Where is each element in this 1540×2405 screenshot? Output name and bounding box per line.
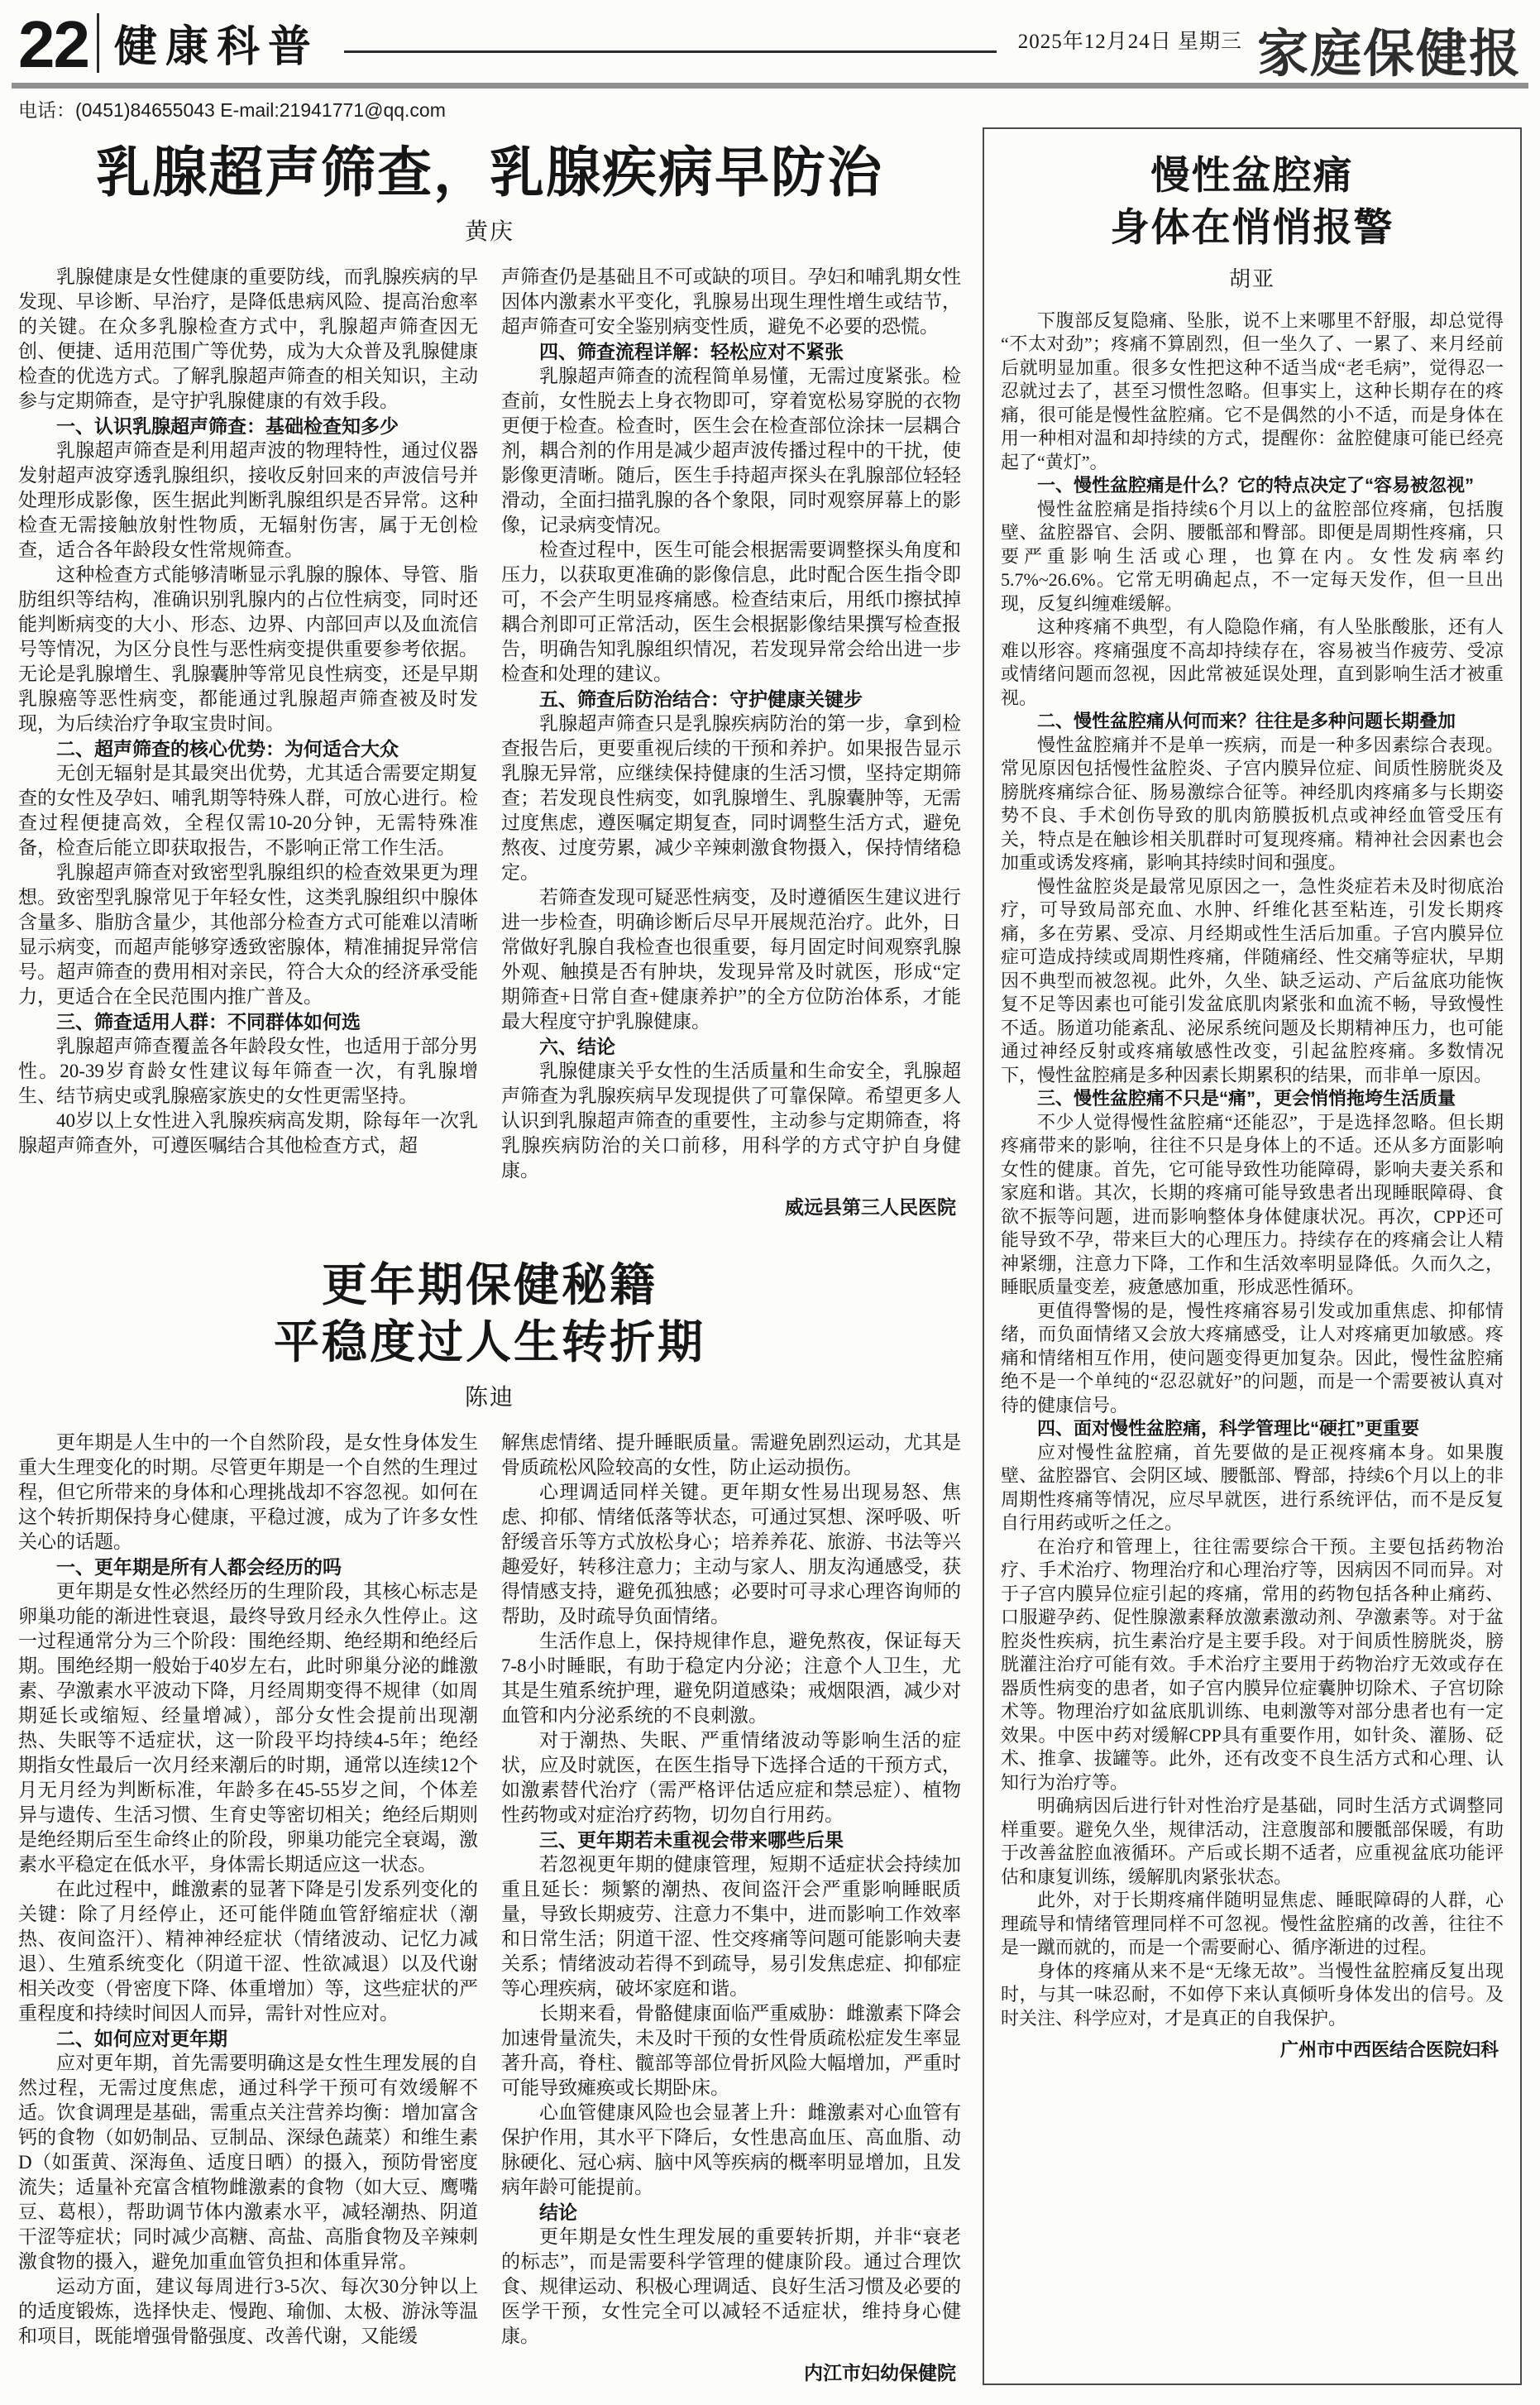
paragraph: 更值得警惕的是，慢性疼痛容易引发或加重焦虑、抑郁情绪，而负面情绪又会放大疼痛感受，让人对疼痛更加敏感。疼痛和情绪相互作用，使问题变得更加复杂。因此，慢性盆腔痛绝不是一个单纯的“忍忍就好”的问题，而是一个需要被认真对待的健康信号。	[1001, 1300, 1504, 1416]
paragraph: 慢性盆腔痛是指持续6个月以上的盆腔部位疼痛，包括腹壁、盆腔器官、会阴、腰骶部和臀部。即便是周期性疼痛，只要严重影响生活或心理，也算在内。女性发病率约5.7%~26.6%。它常无明确起点，不一定每天发作，但一旦出现，反复纠缠难缓解。	[1001, 498, 1504, 614]
section-heading: 四、面对慢性盆腔痛，科学管理比“硬扛”更重要	[1037, 1418, 1420, 1440]
article-menopause	[18, 1258, 961, 2386]
section-heading: 二、如何应对更年期	[56, 2028, 227, 2050]
article-title-line1: 慢性盆腔痛	[1150, 155, 1354, 198]
section-heading: 三、更年期若未重视会带来哪些后果	[539, 1829, 844, 1852]
article-title-line1: 更年期保健秘籍	[321, 1259, 658, 1310]
header-thick-rule	[12, 83, 1528, 89]
newspaper-name: 家庭保健报	[1256, 26, 1522, 84]
section-heading: 结论	[539, 2201, 577, 2224]
article-body-column	[18, 265, 478, 1219]
article-pelvic-pain-box	[983, 127, 1522, 2385]
article-signature: 内江市妇幼保健院	[804, 2362, 956, 2384]
paragraph: 不少人觉得慢性盆腔痛“还能忍”，于是选择忽略。但长期疼痛带来的影响，往往不只是身体上的不适。还从多方面影响女性的健康。首先，它可能导致性功能障碍，影响夫妻关系和家庭和谐。其次，长期的疼痛可能导致患者出现睡眠障碍、食欲不振等问题，进而影响整体身体健康状况。再次，CPP还可能导致不孕，带来巨大的心理压力。持续存在的疼痛会让人精神紧绷，注意力下降，工作和生活效率明显降低。久而久之，睡眠质量变差，疲惫感加重，形成恶性循环。	[1001, 1111, 1504, 1298]
article-title	[18, 1258, 961, 1372]
section-heading: 一、认识乳腺超声筛查：基础检查知多少	[56, 414, 399, 437]
left-articles-zone	[18, 127, 961, 2385]
article-title-line2: 平稳度过人生转折期	[273, 1316, 705, 1368]
paragraph: 若忽视更年期的健康管理，短期不适症状会持续加重且延长：频繁的潮热、夜间盗汗会严重影响睡眠质量，导致长期疲劳、注意力不集中，进而影响工作效率和日常生活；阴道干涩、性交疼痛等问题可能影响夫妻关系；情绪波动若得不到疏导，易引发焦虑症、抑郁症等心理疾病，破坏家庭和谐。	[501, 1854, 961, 2000]
article-author: 黄庆	[464, 218, 514, 245]
contact-info: 电话：(0451)84655043 E-mail:21941771@qq.com	[18, 99, 446, 121]
section-heading: 三、筛查适用人群：不同群体如何选	[56, 1010, 361, 1032]
section-heading: 三、慢性盆腔痛不只是“痛”，更会悄悄拖垮生活质量	[1037, 1088, 1456, 1109]
article-body-column	[1001, 309, 1504, 2062]
section-heading: 六、结论	[539, 1035, 615, 1057]
masthead	[12, 7, 1528, 84]
section-title: 健康科普	[113, 24, 319, 71]
paragraph: 乳腺超声筛查覆盖各年龄段女性，也适用于部分男性。20-39岁育龄女性建议每年筛查一次，有乳腺增生、结节病史或乳腺癌家族史的女性更需坚持。	[18, 1035, 478, 1106]
paragraph: 在此过程中，雌激素的显著下降是引发系列变化的关键：除了月经停止，还可能伴随血管舒缩症状（潮热、夜间盗汗）、精神神经症状（情绪波动、记忆力减退）、生殖系统变化（阴道干涩、性欲减退）以及代谢相关改变（骨密度下降、体重增加）等，这些症状的严重程度和持续时间因人而异，需针对性应对。	[18, 1879, 478, 2024]
paragraph: 乳腺健康关乎女性的生活质量和生命安全，乳腺超声筛查为乳腺疾病早发现提供了可靠保障。希望更多人认识到乳腺超声筛查的重要性，主动参与定期筛查，将乳腺疾病防治的关口前移，用科学的方式守护自身健康。	[501, 1060, 961, 1181]
paragraph: 乳腺超声筛查是利用超声波的物理特性，通过仪器发射超声波穿透乳腺组织，接收反射回来的声波信号并处理形成影像，医生据此判断乳腺组织是否异常。这种检查无需接触放射性物质，无辐射伤害，属于无创检查，适合各年龄段女性常规筛查。	[18, 439, 478, 560]
article-breast-ultrasound	[18, 142, 961, 1219]
paragraph: 心理调适同样关键。更年期女性易出现易怒、焦虑、抑郁、情绪低落等状态，可通过冥想、深呼吸、听舒缓音乐等方式放松身心；培养养花、旅游、书法等兴趣爱好，转移注意力；主动与家人、朋友沟通感受，获得情感支持，避免孤独感；必要时可寻求心理咨询师的帮助，及时疏导负面情绪。	[501, 1482, 961, 1627]
article-title	[1001, 151, 1504, 256]
paragraph: 运动方面，建议每周进行3-5次、每次30分钟以上的适度锻炼，选择快走、慢跑、瑜伽、太极、游泳等温和项目，既能增强骨骼强度、改善代谢，又能缓	[18, 2276, 478, 2347]
paragraph: 慢性盆腔痛并不是单一疾病，而是一种多因素综合表现。常见原因包括慢性盆腔炎、子宫内膜异位症、间质性膀胱炎及膀胱疼痛综合征、肠易激综合征等。神经肌肉疼痛多与长期姿势不良、手术创伤导致的肌肉筋膜扳机点或神经血管受压有关，特点是在触诊相关肌群时可复现疼痛。精神社会因素也会加重或诱发疼痛，影响其持续时间和强度。	[1001, 734, 1504, 874]
article-columns	[18, 1430, 961, 2385]
paragraph: 乳腺超声筛查的流程简单易懂，无需过度紧张。检查前，女性脱去上身衣物即可，穿着宽松易穿脱的衣物更便于检查。检查时，医生会在检查部位涂抹一层耦合剂，耦合剂的作用是减少超声波传播过程中的干扰，使影像更清晰。随后，医生手持超声探头在乳腺部位轻轻滑动，全面扫描乳腺的各个象限，同时观察屏幕上的影像，记录病变情况。	[501, 365, 961, 535]
paragraph: 检查过程中，医生可能会根据需要调整探头角度和压力，以获取更准确的影像信息，此时配合医生指令即可，不会产生明显疼痛感。检查结束后，用纸巾擦拭掉耦合剂即可正常活动，医生会根据影像结果撰写检查报告，明确告知乳腺组织情况，若发现异常会给出进一步检查和处理的建议。	[501, 539, 961, 684]
section-heading: 一、更年期是所有人都会经历的吗	[56, 1556, 342, 1579]
article-body-column	[18, 1430, 478, 2385]
paragraph: 解焦虑情绪、提升睡眠质量。需避免剧烈运动，尤其是骨质疏松风险较高的女性，防止运动损伤。	[501, 1432, 961, 1478]
paragraph: 此外，对于长期疼痛伴随明显焦虑、睡眠障碍的人群，心理疏导和情绪管理同样不可忽视。慢性盆腔痛的改善，往往不是一蹴而就的，而是一个需要耐心、循序渐进的过程。	[1001, 1890, 1504, 1958]
page-body	[12, 124, 1528, 2385]
section-heading: 五、筛查后防治结合：守护健康关键步	[539, 687, 863, 710]
article-columns	[18, 265, 961, 1219]
paragraph: 更年期是人生中的一个自然阶段，是女性身体发生重大生理变化的时期。尽管更年期是一个自然的生理过程，但它所带来的身体和心理挑战却不容忽视。如何在这个转折期保持身心健康，平稳过渡，成为了许多女性关心的话题。	[18, 1432, 478, 1553]
paragraph: 声筛查仍是基础且不可或缺的项目。孕妇和哺乳期女性因体内激素水平变化，乳腺易出现生理性增生或结节，超声筛查可安全鉴别病变性质，避免不必要的恐慌。	[501, 266, 961, 337]
paragraph: 对于潮热、失眠、严重情绪波动等影响生活的症状，应及时就医，在医生指导下选择合适的干预方式，如激素替代治疗（需严格评估适应症和禁忌症）、植物性药物或对症治疗药物，切勿自行用药。	[501, 1730, 961, 1826]
article-signature: 广州市中西医结合医院妇科	[1279, 2039, 1499, 2061]
article-author: 陈迪	[464, 1385, 514, 1411]
paragraph: 心血管健康风险也会显著上升：雌激素对心血管有保护作用，其水平下降后，女性患高血压、高血脂、动脉硬化、冠心病、脑中风等疾病的概率明显增加，且发病年龄可能提前。	[501, 2102, 961, 2198]
masthead-rule	[344, 50, 997, 53]
paragraph: 乳腺超声筛查只是乳腺疾病防治的第一步，拿到检查报告后，更要重视后续的干预和养护。如果报告显示乳腺无异常，应继续保持健康的生活习惯，坚持定期筛查；若发现良性病变，如乳腺增生、乳腺囊肿等，无需过度焦虑，遵医嘱定期复查，同时调整生活方式，避免熬夜、过度劳累，减少辛辣刺激食物摄入，保持情绪稳定。	[501, 712, 961, 883]
paragraph: 若筛查发现可疑恶性病变，及时遵循医生建议进行进一步检查，明确诊断后尽早开展规范治疗。此外，日常做好乳腺自我检查也很重要，每月固定时间观察乳腺外观、触摸是否有肿块，发现异常及时就医，形成“定期筛查+日常自查+健康养护”的全方位防治体系，才能最大程度守护乳腺健康。	[501, 886, 961, 1032]
paragraph: 40岁以上女性进入乳腺疾病高发期，除每年一次乳腺超声筛查外，可遵医嘱结合其他检查方式，超	[18, 1109, 478, 1156]
paragraph: 应对更年期，首先需要明确这是女性生理发展的自然过程，无需过度焦虑，通过科学干预可有效缓解不适。饮食调理是基础，需重点关注营养均衡：增加富含钙的食物（如奶制品、豆制品、深绿色蔬菜）和维生素D（如蛋黄、深海鱼、适度日晒）的摄入，预防骨密度流失；适量补充富含植物雌激素的食物（如大豆、鹰嘴豆、葛根），帮助调节体内激素水平，减轻潮热、阴道干涩等症状；同时减少高糖、高盐、高脂食物及辛辣刺激食物的摄入，避免加重血管负担和体重异常。	[18, 2053, 478, 2273]
paragraph: 更年期是女性必然经历的生理阶段，其核心标志是卵巢功能的渐进性衰退，最终导致月经永久性停止。这一过程通常分为三个阶段：围绝经期、绝经期和绝经后期。围绝经期一般始于40岁左右，此时卵巢分泌的雌激素、孕激素水平波动下降，月经周期变得不规律（如周期延长或缩短、经量增减），部分女性会提前出现潮热、失眠等不适症状，这一阶段平均持续4-5年；绝经期指女性最后一次月经来潮后的时期，通常以连续12个月无月经为判断标准，年龄多在45-55岁之间，个体差异与遗传、生活习惯、生育史等密切相关；绝经后期则是绝经期后至生命终止的阶段，卵巢功能完全衰竭，激素水平稳定在低水平，身体需长期适应这一状态。	[18, 1581, 478, 1876]
section-heading: 一、慢性盆腔痛是什么？它的特点决定了“容易被忽视”	[1037, 475, 1475, 496]
paragraph: 生活作息上，保持规律作息，避免熬夜，保证每天7-8小时睡眠，有助于稳定内分泌；注意个人卫生，尤其是生殖系统护理，避免阴道感染；戒烟限酒，减少对血管和内分泌系统的不良刺激。	[501, 1631, 961, 1727]
paragraph: 身体的疼痛从来不是“无缘无故”。当慢性盆腔痛反复出现时，与其一味忍耐，不如停下来认真倾听身体发出的信号。及时关注、科学应对，才是真正的自我保护。	[1001, 1960, 1504, 2029]
issue-date: 2025年12月24日 星期三	[1017, 31, 1242, 53]
paragraph: 这种检查方式能够清晰显示乳腺的腺体、导管、脂肪组织等结构，准确识别乳腺内的占位性病变，同时还能判断病变的大小、形态、边界、内部回声以及血流信号等情况，为区分良性与恶性病变提供重要参考依据。无论是乳腺增生、乳腺囊肿等常见良性病变，还是早期乳腺癌等恶性病变，都能通过乳腺超声筛查被及时发现，为后续治疗争取宝贵时间。	[18, 563, 478, 734]
paragraph: 这种疼痛不典型，有人隐隐作痛，有人坠胀酸胀，还有人难以形容。疼痛强度不高却持续存在，容易被当作疲劳、受凉或情绪问题而忽视，因此常被延误处理，直到影响生活才被重视。	[1001, 616, 1504, 708]
masthead-divider	[97, 13, 99, 73]
article-title-line2: 身体在悄悄报警	[1110, 207, 1394, 251]
article-body-column	[501, 265, 961, 1219]
paragraph: 乳腺超声筛查对致密型乳腺组织的检查效果更为理想。致密型乳腺常见于年轻女性，这类乳腺组织中腺体含量多、脂肪含量少，其他部分检查方式可能难以清晰显示病变，而超声能够穿透致密腺体，精准捕捉异常信号。超声筛查的费用相对亲民，符合大众的经济承受能力，更适合在全民范围内推广普及。	[18, 861, 478, 1007]
paragraph: 明确病因后进行针对性治疗是基础，同时生活方式调整同样重要。避免久坐，规律活动，注意腹部和腰骶部保暖，有助于改善盆腔血液循环。产后或长期不适者，应重视盆底功能评估和康复训练，缓解肌肉紧张状态。	[1001, 1795, 1504, 1887]
paragraph: 更年期是女性生理发展的重要转折期，并非“衰老的标志”，而是需要科学管理的健康阶段。通过合理饮食、规律运动、积极心理调适、良好生活习惯及必要的医学干预，女性完全可以减轻不适症状，维持身心健康。	[501, 2226, 961, 2347]
paragraph: 慢性盆腔炎是最常见原因之一，急性炎症若未及时彻底治疗，可导致局部充血、水肿、纤维化甚至粘连，引发长期疼痛，多在劳累、受凉、月经期或性生活后加重。子宫内膜异位症可造成持续或周期性疼痛，伴随痛经、性交痛等症状，早期因不典型而被忽视。此外，久坐、缺乏运动、产后盆底功能恢复不足等因素也可能引发盆底肌肉紧张和血流不畅，导致慢性不适。肠道功能紊乱、泌尿系统问题及长期精神压力，也可能通过神经反射或疼痛敏感性改变，引起盆腔疼痛。多数情况下，慢性盆腔痛是多种因素长期累积的结果，而非单一原因。	[1001, 875, 1504, 1085]
section-heading: 二、慢性盆腔痛从何而来？往往是多种问题长期叠加	[1037, 711, 1456, 732]
paragraph: 在治疗和管理上，往往需要综合干预。主要包括药物治疗、手术治疗、物理治疗和心理治疗等，因病因不同而异。对于子宫内膜异位症引起的疼痛，常用的药物包括各种止痛药、口服避孕药、促性腺激素释放激素激动剂、孕激素等。对于盆腔炎性疾病，抗生素治疗是主要手段。对于间质性膀胱炎，膀胱灌注治疗可能有效。手术治疗主要用于药物治疗无效或存在器质性病变的患者，如子宫内膜异位症囊肿切除术、子宫切除术等。物理治疗如盆底肌训练、电刺激等对部分患者也有一定效果。中医中药对缓解CPP具有重要作用，如针灸、灌肠、砭术、推拿、拔罐等。此外，还有改变不良生活方式和心理、认知行为治疗等。	[1001, 1535, 1504, 1793]
paragraph: 应对慢性盆腔痛，首先要做的是正视疼痛本身。如果腹壁、盆腔器官、会阴区域、腰骶部、臀部，持续6个月以上的非周期性疼痛等情况，应尽早就医，进行系统评估，而不是反复自行用药或听之任之。	[1001, 1441, 1504, 1534]
paragraph: 长期来看，骨骼健康面临严重威胁：雌激素下降会加速骨量流失，未及时干预的女性骨质疏松症发生率显著升高，脊柱、髋部等部位骨折风险大幅增加，严重时可能导致瘫痪或长期卧床。	[501, 2003, 961, 2099]
section-heading: 四、筛查流程详解：轻松应对不紧张	[539, 340, 844, 362]
section-heading: 二、超声筛查的核心优势：为何适合大众	[56, 737, 399, 759]
article-title: 乳腺超声筛查，乳腺疾病早防治	[96, 143, 883, 204]
article-signature: 威远县第三人民医院	[785, 1195, 956, 1218]
paragraph: 乳腺健康是女性健康的重要防线，而乳腺疾病的早发现、早诊断、早治疗，是降低患病风险、提高治愈率的关键。在众多乳腺检查方式中，乳腺超声筛查因无创、便捷、适用范围广等优势，成为大众普及乳腺健康检查的优选方式。了解乳腺超声筛查的相关知识，主动参与定期筛查，是守护乳腺健康的有效手段。	[18, 266, 478, 411]
paragraph: 下腹部反复隐痛、坠胀，说不上来哪里不舒服，却总觉得“不太对劲”；疼痛不算剧烈，但一坐久了、一累了、来月经前后就明显加重。很多女性把这种不适当成“老毛病”，觉得忍一忍就过去了，甚至习惯性忽略。但事实上，这种长期存在的疼痛，很可能是慢性盆腔痛。它不是偶然的小不适，而是身体在用一种相对温和却持续的方式，提醒你：盆腔健康可能已经亮起了“黄灯”。	[1001, 309, 1504, 472]
article-body-column	[501, 1430, 961, 2385]
article-author: 胡亚	[1228, 266, 1275, 291]
paragraph: 无创无辐射是其最突出优势，尤其适合需要定期复查的女性及孕妇、哺乳期等特殊人群，可放心进行。检查过程便捷高效，全程仅需10-20分钟，无需特殊准备，检查后能立即获取报告，不影响正常工作生活。	[18, 762, 478, 858]
page-number: 22	[18, 7, 88, 81]
